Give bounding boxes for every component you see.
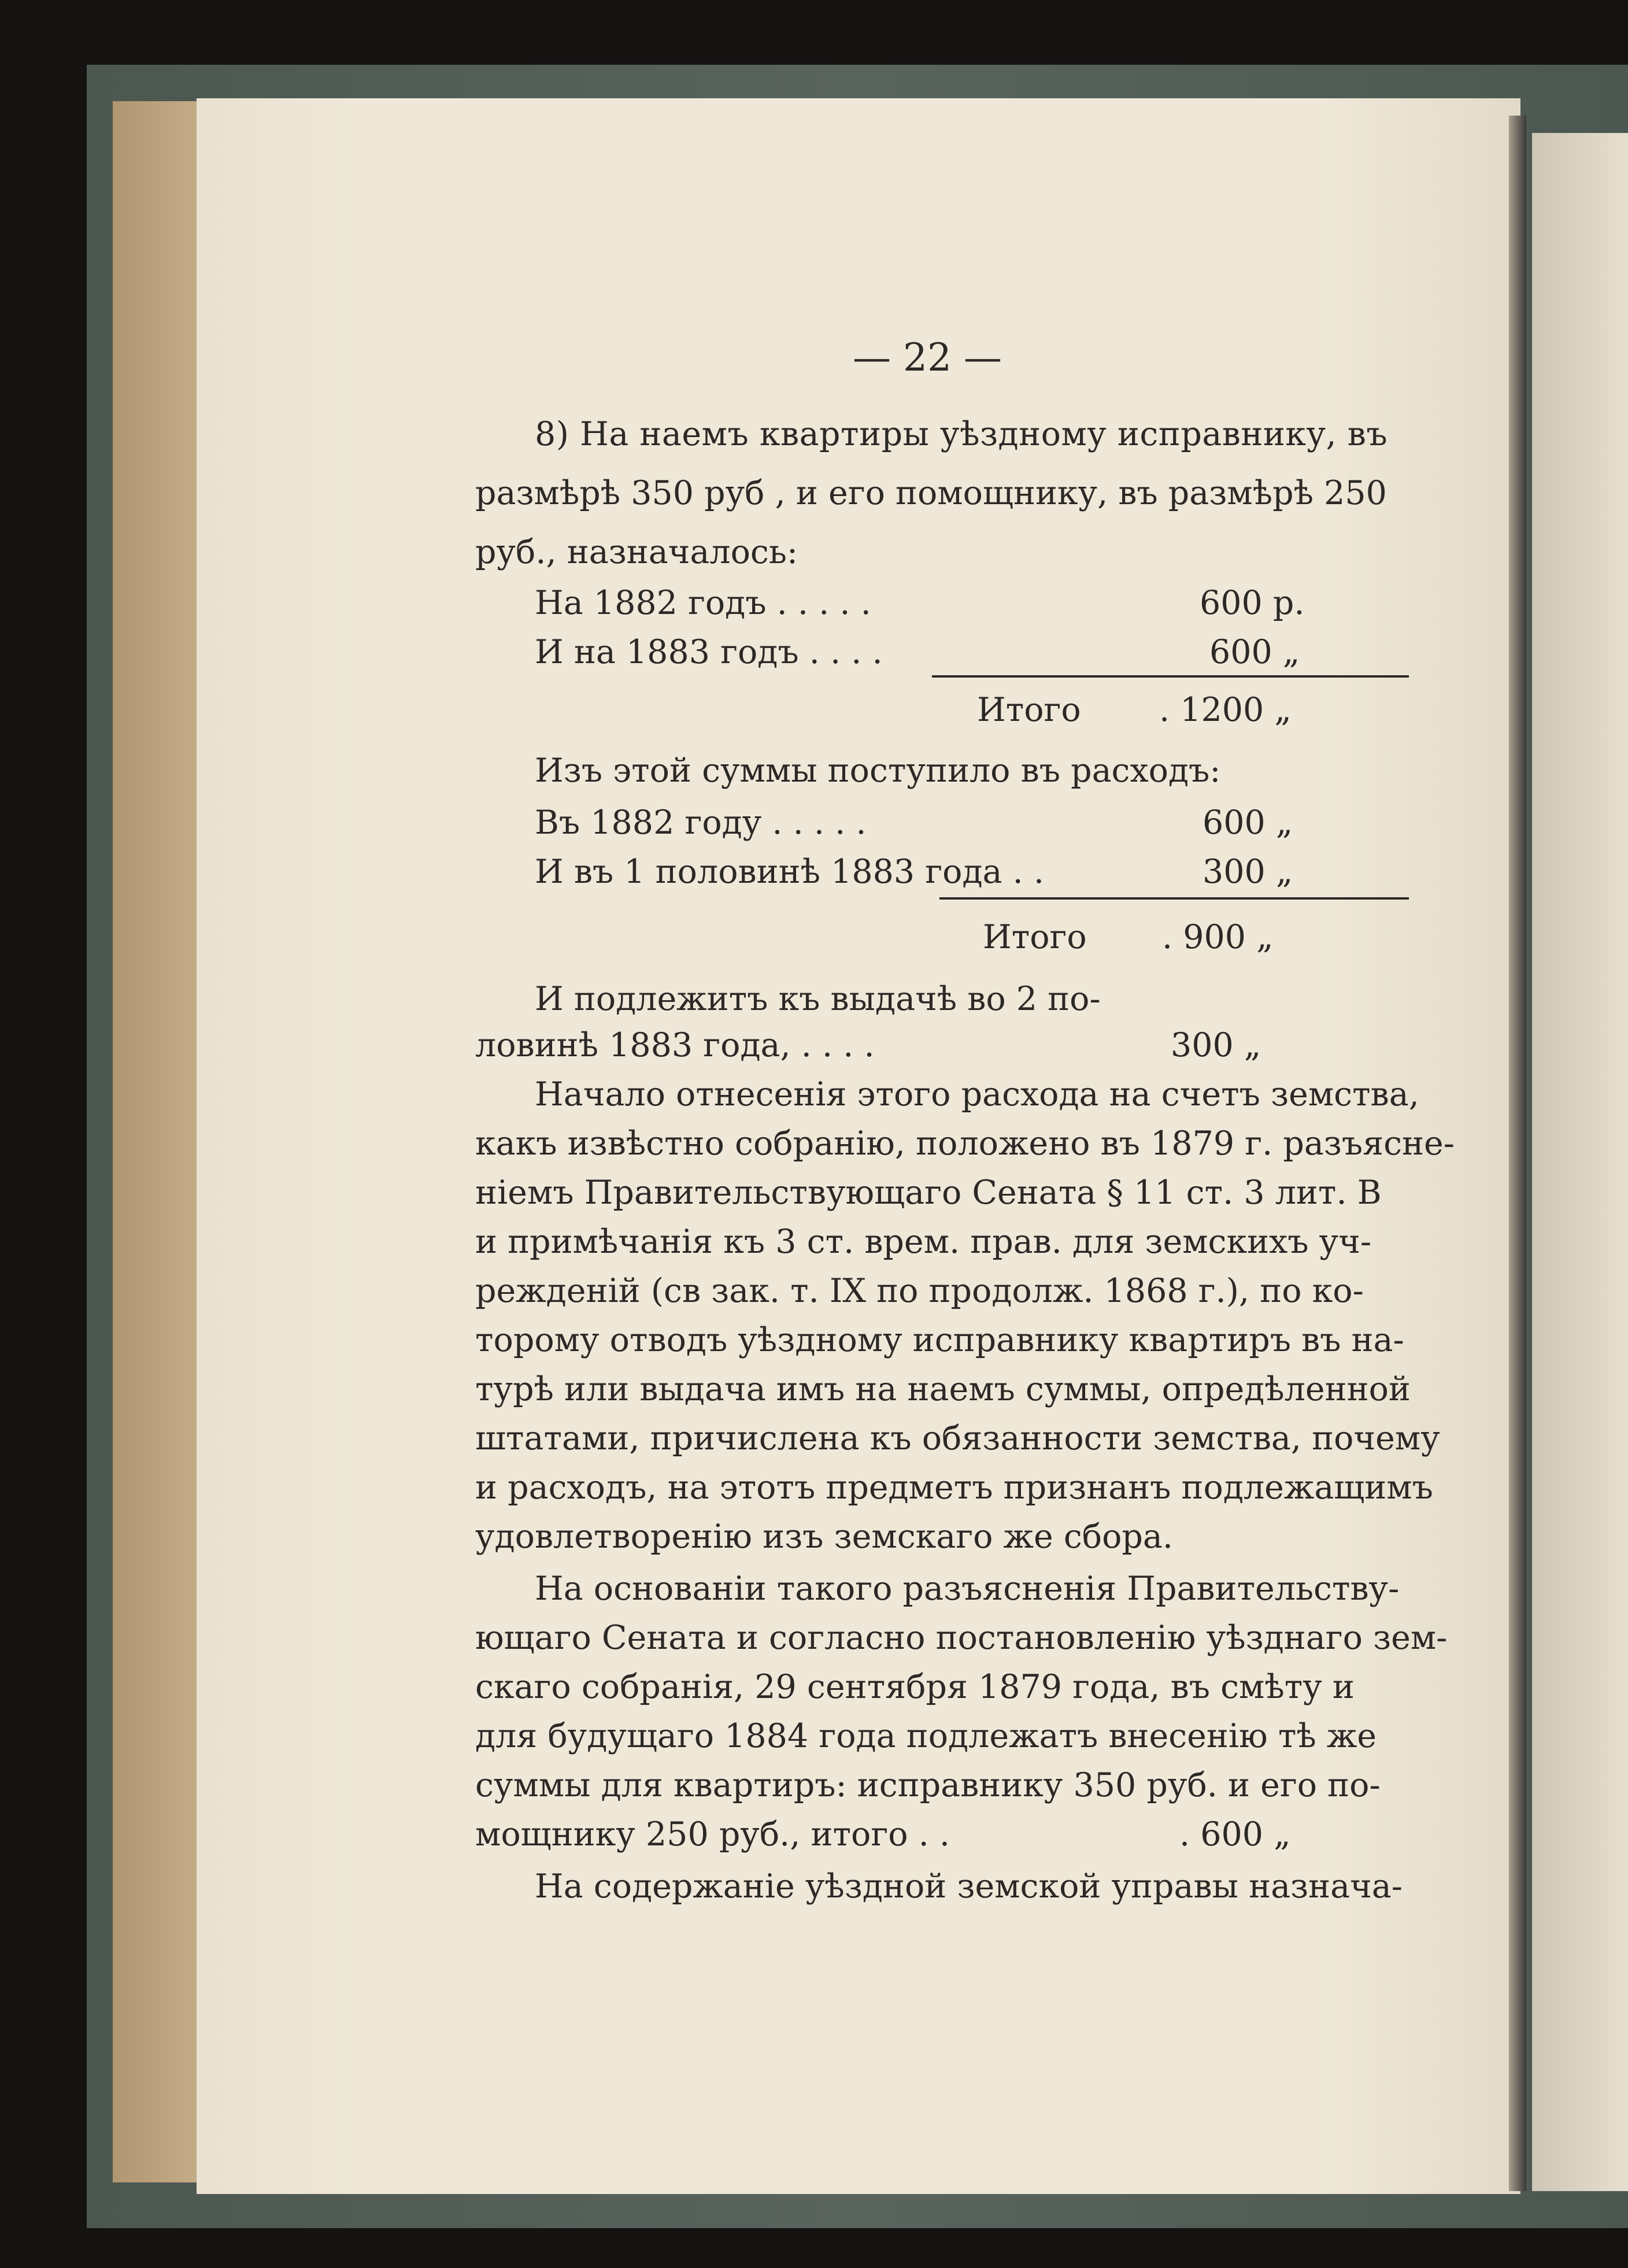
basis-line-2: ющаго Сената и согласно постановленію уѣзднаго зем-	[475, 1619, 1448, 1657]
origin-line-2: какъ извѣстно собранію, положено въ 1879 г. разъясне-	[475, 1124, 1455, 1163]
origin-line-5: режденій (св зак. т. IX по продолж. 1868 г.), по ко-	[475, 1272, 1364, 1310]
spent-row-1882-value: 600 „	[1202, 804, 1293, 842]
spent-total-label: Итого	[983, 918, 1087, 956]
origin-line-7: турѣ или выдача имъ на наемъ суммы, опредѣленной	[475, 1370, 1411, 1408]
paragraph-8-line-2: размѣрѣ 350 руб , и его помощнику, въ размѣрѣ 250	[475, 474, 1387, 512]
sum-rule-assigned	[932, 675, 1409, 678]
page-number: — 22 —	[853, 335, 1002, 380]
origin-line-1: Начало отнесенія этого расхода на счетъ земства,	[535, 1075, 1419, 1113]
assigned-total-label: Итого	[977, 691, 1081, 729]
spent-heading: Изъ этой суммы поступило въ расходъ:	[535, 752, 1221, 790]
origin-line-6: торому отводъ уѣздному исправнику квартиръ въ на-	[475, 1321, 1404, 1359]
origin-line-8: штатами, причислена къ обязанности земства, почему	[475, 1419, 1440, 1457]
spent-row-1882-label: Въ 1882 году . . . . .	[535, 804, 867, 842]
closing-line: На содержаніе уѣздной земской управы назнача-	[535, 1867, 1403, 1906]
origin-line-3: ніемъ Правительствующаго Сената § 11 ст. 3 лит. В	[475, 1174, 1382, 1212]
basis-line-5: суммы для квартиръ: исправнику 350 руб. и его по-	[475, 1766, 1381, 1804]
remaining-line-1: И подлежитъ къ выдачѣ во 2 по-	[535, 980, 1101, 1018]
sum-rule-spent	[939, 897, 1409, 900]
origin-line-9: и расходъ, на этотъ предметъ признанъ подлежащимъ	[475, 1468, 1433, 1507]
facing-page-edge	[1532, 133, 1628, 2191]
assigned-total-value: . 1200 „	[1159, 691, 1292, 729]
basis-line-3: скаго собранія, 29 сентября 1879 года, въ смѣту и	[475, 1668, 1355, 1706]
spent-row-1883-label: И въ 1 половинѣ 1883 года . .	[535, 853, 1044, 891]
origin-line-4: и примѣчанія къ 3 ст. врем. прав. для земскихъ уч-	[475, 1223, 1372, 1261]
basis-total-label: мощнику 250 руб., итого . .	[475, 1815, 950, 1853]
assigned-row-1882-value: 600 р.	[1200, 584, 1305, 622]
paragraph-8-line-3: руб., назначалось:	[475, 533, 798, 571]
basis-line-1: На основаніи такого разъясненія Правительству-	[535, 1570, 1400, 1608]
remaining-line-2-value: 300 „	[1171, 1026, 1261, 1064]
assigned-row-1883-value: 600 „	[1209, 633, 1300, 671]
assigned-row-1883-label: И на 1883 годъ . . . .	[535, 633, 883, 671]
paragraph-8-line-1: 8) На наемъ квартиры уѣздному исправнику, въ	[535, 415, 1388, 453]
basis-line-4: для будущаго 1884 года подлежатъ внесенію тѣ же	[475, 1717, 1377, 1755]
remaining-line-2-label: ловинѣ 1883 года, . . . .	[475, 1026, 875, 1064]
assigned-row-1882-label: На 1882 годъ . . . . .	[535, 584, 871, 622]
spent-total-value: . 900 „	[1162, 918, 1274, 956]
spent-row-1883-value: 300 „	[1202, 853, 1293, 891]
origin-line-10: удовлетворенію изъ земскаго же сбора.	[475, 1518, 1173, 1556]
page-gutter-shadow	[1509, 116, 1526, 2191]
basis-total-value: . 600 „	[1179, 1815, 1291, 1853]
